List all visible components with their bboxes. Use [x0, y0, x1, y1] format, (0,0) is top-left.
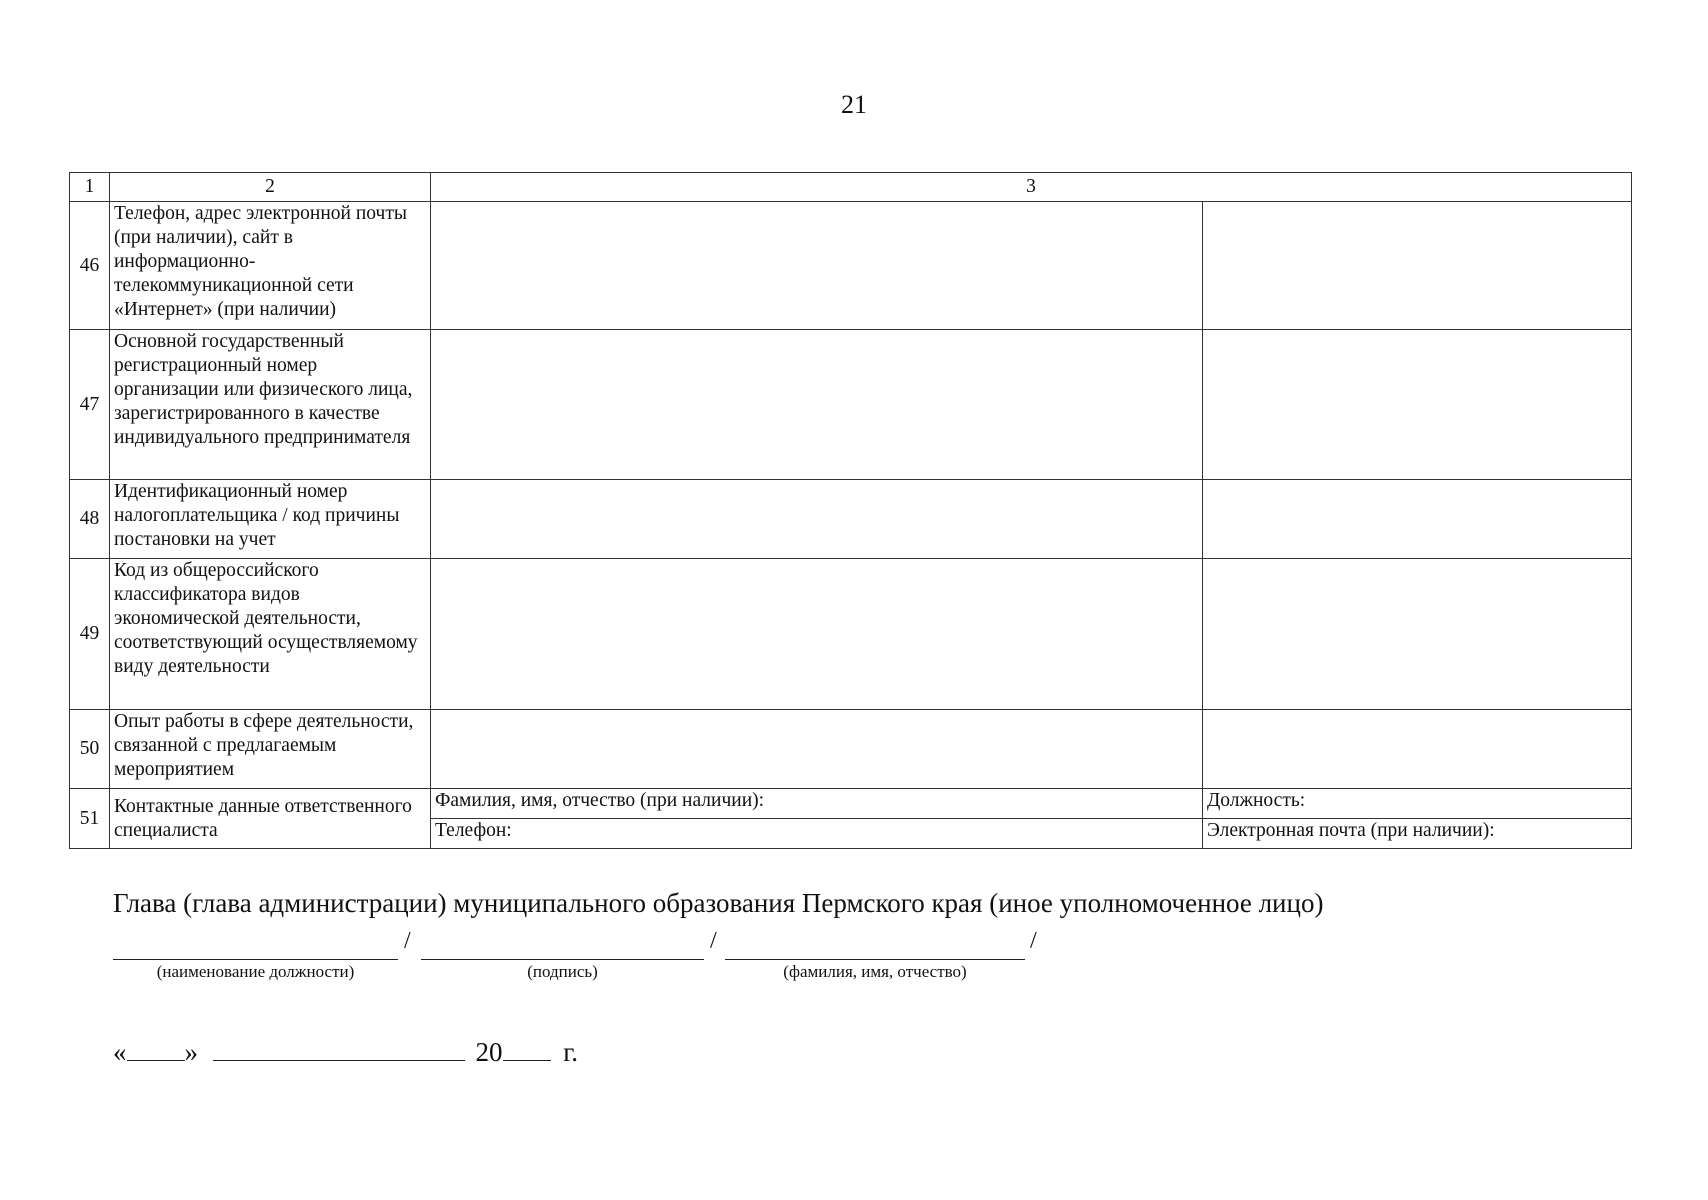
table-row-47 [70, 330, 1632, 480]
row-label: Основной государственный регистрационный номер организации или физического лица, зарегистрированного в качестве индивидуального предпринимателя [110, 330, 431, 480]
open-quote: « [113, 1037, 127, 1067]
separator-slash: / [710, 928, 717, 954]
value-cell-extra[interactable] [1203, 710, 1632, 789]
email-field[interactable]: Электронная почта (при наличии): [1203, 819, 1632, 849]
signature-heading: Глава (глава администрации) муниципального образования Пермского края (иное уполномоченное лицо) [113, 888, 1324, 918]
page-number: 21 [841, 90, 867, 119]
row-number: 46 [70, 202, 110, 330]
row-number: 48 [70, 480, 110, 559]
year-blank[interactable] [503, 1038, 551, 1061]
close-quote: » [184, 1037, 198, 1067]
value-cell[interactable] [431, 202, 1203, 330]
table-row-48 [70, 480, 1632, 559]
table-row-49 [70, 559, 1632, 710]
table-row-46 [70, 202, 1632, 330]
row-number: 51 [70, 789, 110, 849]
date-line [113, 1037, 578, 1068]
row-number: 47 [70, 330, 110, 480]
value-cell-extra[interactable] [1203, 202, 1632, 330]
month-blank[interactable] [213, 1038, 465, 1061]
signature-line[interactable] [421, 935, 704, 960]
value-cell-extra[interactable] [1203, 559, 1632, 710]
fio-field[interactable]: Фамилия, имя, отчество (при наличии): [431, 789, 1203, 819]
position-field[interactable]: Должность: [1203, 789, 1632, 819]
position-caption: (наименование должности) [156, 962, 355, 981]
value-cell-extra[interactable] [1203, 330, 1632, 480]
row-number: 49 [70, 559, 110, 710]
value-cell-extra[interactable] [1203, 480, 1632, 559]
value-cell[interactable] [431, 330, 1203, 480]
row-label: Идентификационный номер налогоплательщика / код причины постановки на учет [110, 480, 431, 559]
row-label: Опыт работы в сфере деятельности, связанной с предлагаемым мероприятием [110, 710, 431, 789]
value-cell[interactable] [431, 559, 1203, 710]
separator-slash: / [404, 928, 411, 954]
application-form-table [69, 172, 1632, 849]
row-label: Контактные данные ответственного специалиста [110, 789, 431, 849]
row-number: 50 [70, 710, 110, 789]
column-header-2: 2 [110, 173, 431, 202]
value-cell[interactable] [431, 710, 1203, 789]
separator-slash: / [1030, 928, 1037, 954]
table-row-51 [70, 789, 1632, 819]
table-header-row [70, 173, 1632, 202]
name-caption: (фамилия, имя, отчество) [783, 962, 967, 981]
year-prefix: 20 [475, 1037, 503, 1067]
position-signature-line[interactable] [113, 935, 398, 960]
signature-caption: (подпись) [527, 962, 598, 981]
day-blank[interactable] [127, 1038, 185, 1061]
name-signature-line[interactable] [725, 935, 1025, 960]
row-label: Код из общероссийского классификатора видов экономической деятельности, соответствующий осуществляемому виду деятельности [110, 559, 431, 710]
year-suffix: г. [563, 1037, 579, 1067]
column-header-1: 1 [70, 173, 110, 202]
value-cell[interactable] [431, 480, 1203, 559]
table-row-50 [70, 710, 1632, 789]
phone-field[interactable]: Телефон: [431, 819, 1203, 849]
row-label: Телефон, адрес электронной почты (при наличии), сайт в информационно-телекоммуникационной сети «Интернет» (при наличии) [110, 202, 431, 330]
column-header-3: 3 [431, 173, 1632, 202]
